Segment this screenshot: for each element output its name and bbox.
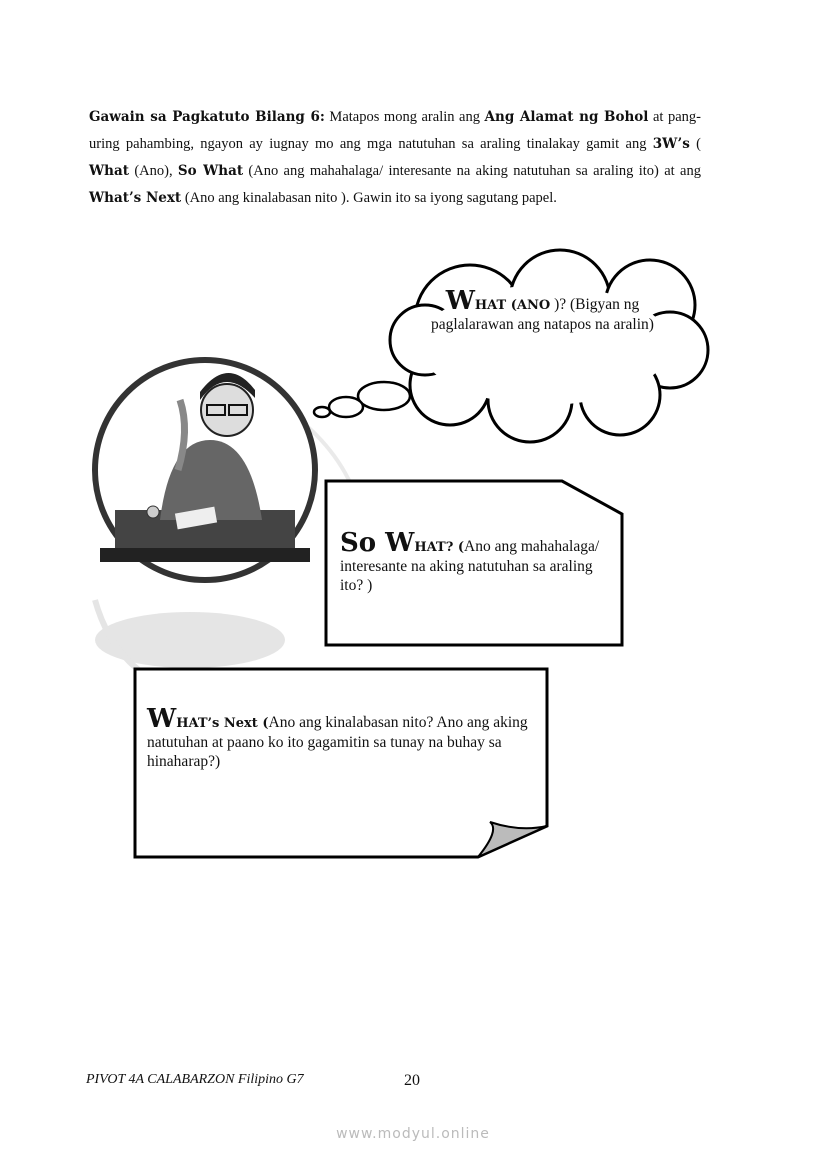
what-prompt: )? (Bigyan ng paglalarawan ang natapos na aralin): [431, 296, 654, 333]
whats-next-box-text: [147, 704, 532, 771]
watermark: www.modyul.online: [336, 1126, 490, 1142]
so-what-heading-rest: HAT? (: [414, 540, 465, 555]
so-what-prompt: Ano ang mahahalaga/ interesante na aking natutuhan sa araling ito? ): [340, 538, 600, 594]
whats-next-prompt-end: hinaharap?): [147, 753, 221, 770]
whats-next-heading: HAT’s Next: [176, 716, 258, 731]
so-what-initial: W: [385, 528, 415, 558]
text: (Ano),: [128, 163, 178, 179]
bold-text: What: [89, 163, 129, 179]
text: (: [689, 136, 701, 152]
bold-text: What’s Next: [89, 190, 182, 206]
so-what-box-text: [340, 528, 612, 595]
paren: (: [257, 716, 269, 731]
teacher-portrait: [95, 360, 315, 580]
what-initial: W: [445, 286, 475, 316]
what-heading: HAT (ANO: [474, 298, 551, 313]
whats-next-initial: W: [147, 704, 177, 734]
thought-bubbles: [314, 382, 410, 417]
whats-next-prompt: Ano ang kinalabasan nito? Ano ang aking natutuhan at paano ko ito gagamitin sa tunay na buhay sa: [147, 714, 528, 751]
text: at pang-uring pahambing, ngayon ay iugnay mo ang mga natutuhan sa araling tinalakay gamit ang: [89, 109, 701, 152]
thought-cloud: [390, 250, 708, 442]
text: (Ano ang kinalabasan nito ). Gawin ito sa iyong sagutang papel.: [181, 190, 557, 206]
text: (Ano ang mahahalaga/ interesante na aking natutuhan sa araling ito) at ang: [243, 163, 701, 179]
bold-text: 3W’s: [652, 136, 690, 152]
so-what-heading: So: [340, 528, 386, 558]
lesson-title: Ang Alamat ng Bohol: [484, 109, 649, 125]
bold-text: So What: [177, 163, 244, 179]
activity-label: Gawain sa Pagkatuto Bilang 6:: [89, 109, 325, 125]
text: Matapos mong aralin ang: [324, 109, 485, 125]
what-box-text: [430, 286, 655, 334]
page-number: 20: [404, 1072, 420, 1089]
footer-label: PIVOT 4A CALABARZON Filipino G7: [86, 1072, 304, 1087]
